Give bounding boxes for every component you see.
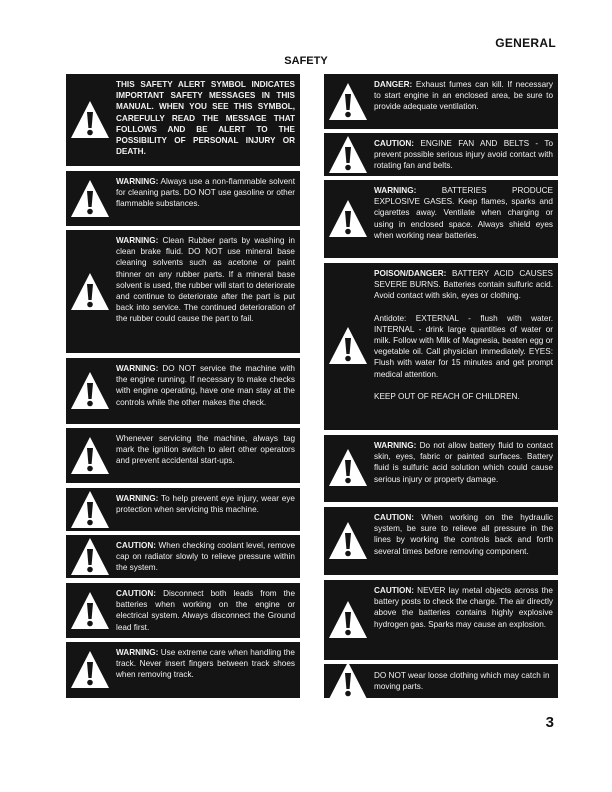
warning-track bbox=[66, 642, 300, 698]
safety-alert-icon bbox=[328, 521, 368, 561]
warning-text: Do not allow battery fluid to contact skin, eyes, fabric or painted surfaces. Battery fluid is sulfuric acid solution which could cause serious injury or property damage. bbox=[374, 441, 553, 484]
warning-label: WARNING: bbox=[116, 648, 159, 657]
warning-label: WARNING: bbox=[374, 186, 417, 195]
safety-alert-icon bbox=[328, 326, 368, 366]
warning-eye-protection bbox=[66, 488, 300, 531]
safety-alert-icon bbox=[328, 135, 368, 175]
caution-label: CAUTION: bbox=[374, 586, 415, 595]
section-header: GENERAL bbox=[495, 36, 556, 50]
caution-disconnect-leads bbox=[66, 583, 300, 638]
notice-loose-clothing bbox=[324, 664, 558, 698]
warning-engine-running bbox=[66, 358, 300, 424]
warning-batteries-gases bbox=[324, 180, 558, 258]
warning-text: Clean Rubber parts by washing in clean brake fluid. DO NOT use mineral base cleaning solvents such as acetone or paint thinner on any rubber parts. If a mineral base solvent is used, the rubber will start to deteriorate and continue to deteriorate after the part is put back into service. The continued deterioration of the rubber could cause the part to fail. bbox=[116, 236, 295, 324]
warning-label: WARNING: bbox=[116, 364, 159, 373]
danger-label: DANGER: bbox=[374, 80, 413, 89]
notice-text: Whenever servicing the machine, always tag mark the ignition switch to alert other operators and prevent accidental start-ups. bbox=[116, 434, 295, 466]
caution-text: When checking coolant level, remove cap on radiator slowly to relieve pressure within the system. bbox=[116, 541, 295, 573]
safety-alert-icon bbox=[70, 537, 110, 577]
warning-label: WARNING: bbox=[116, 494, 159, 503]
page-title: SAFETY bbox=[284, 55, 328, 67]
caution-fan-belts bbox=[324, 133, 558, 176]
safety-notice-text: THIS SAFETY ALERT SYMBOL INDICATES IMPORTANT SAFETY MESSAGES IN THIS MANUAL. WHEN YOU SEE THIS SYMBOL, CAREFULLY READ THE MESSAGE THAT FOLLOWS AND BE ALERT TO THE POSSIBILITY OF PERSONAL INJURY OR DEATH. bbox=[116, 80, 295, 157]
warning-label: WARNING: bbox=[116, 177, 159, 186]
safety-notice bbox=[66, 74, 300, 166]
caution-coolant bbox=[66, 535, 300, 578]
poison-danger-label: POISON/DANGER: bbox=[374, 269, 447, 278]
notice-tag-ignition bbox=[66, 428, 300, 483]
safety-alert-icon bbox=[328, 199, 368, 239]
warning-rubber-parts bbox=[66, 230, 300, 353]
poison-danger-battery-acid bbox=[324, 263, 558, 430]
safety-alert-icon bbox=[70, 436, 110, 476]
keep-out-of-reach: KEEP OUT OF REACH OF CHILDREN. bbox=[374, 391, 520, 401]
warning-text: To help prevent eye injury, wear eye protection when servicing this machine. bbox=[116, 494, 295, 515]
safety-alert-icon bbox=[328, 448, 368, 488]
caution-label: CAUTION: bbox=[374, 139, 415, 148]
safety-alert-icon bbox=[328, 600, 368, 640]
caution-text: When working on the hydraulic system, be sure to relieve all pressure in the lines by working the controls back and forth several times before removing component. bbox=[374, 513, 553, 556]
warning-label: WARNING: bbox=[374, 441, 417, 450]
warning-text: DO NOT service the machine with the engine running. If necessary to make checks with engine operating, have one man stay at the controls while the other makes the check. bbox=[116, 364, 295, 407]
caution-label: CAUTION: bbox=[116, 589, 157, 598]
safety-alert-icon bbox=[70, 490, 110, 530]
safety-alert-icon bbox=[70, 371, 110, 411]
notice-text: DO NOT wear loose clothing which may catch in moving parts. bbox=[374, 671, 550, 692]
caution-text: Disconnect both leads from the batteries when working on the engine or electrical system. Always disconnect the Ground lead first. bbox=[116, 589, 295, 632]
safety-alert-icon bbox=[70, 272, 110, 312]
caution-hydraulic bbox=[324, 507, 558, 575]
page-number: 3 bbox=[545, 714, 554, 731]
warning-battery-fluid bbox=[324, 435, 558, 502]
antidote-text: Antidote: EXTERNAL - flush with water. INTERNAL - drink large quantities of water or milk. Follow with Milk of Magnesia, beaten egg or vegetable oil. Call physician immediately. EYES: Flush with water for 15 minutes and get prompt medical attention. bbox=[374, 313, 553, 379]
poison-danger-text: BATTERY ACID CAUSES SEVERE BURNS. Batteries contain sulfuric acid. Avoid contact with skin, eyes or clothing. bbox=[374, 269, 553, 301]
warning-text: Use extreme care when handling the track. Never insert fingers between track shoes when removing track. bbox=[116, 648, 295, 680]
safety-alert-icon bbox=[70, 100, 110, 140]
caution-text: ENGINE FAN AND BELTS - To prevent possible serious injury avoid contact with rotating fan and belts. bbox=[374, 139, 554, 171]
caution-text: NEVER lay metal objects across the battery posts to check the charge. The air directly above the batteries contains highly explosive hydrogen gas. Sparks may cause an explosion. bbox=[374, 586, 553, 629]
safety-alert-icon bbox=[70, 650, 110, 690]
caution-battery-posts bbox=[324, 580, 558, 660]
caution-label: CAUTION: bbox=[374, 513, 415, 522]
caution-label: CAUTION: bbox=[116, 541, 157, 550]
warning-solvent bbox=[66, 171, 300, 226]
danger-exhaust bbox=[324, 74, 558, 129]
warning-text: Always use a non-flammable solvent for cleaning parts. DO NOT use gasoline or other flammable substances. bbox=[116, 177, 296, 209]
warning-label: WARNING: bbox=[116, 236, 159, 245]
safety-alert-icon bbox=[328, 82, 368, 122]
safety-alert-icon bbox=[328, 661, 368, 701]
safety-alert-icon bbox=[70, 179, 110, 219]
safety-alert-icon bbox=[70, 591, 110, 631]
warning-text: BATTERIES PRODUCE EXPLOSIVE GASES. Keep flames, sparks and cigarettes away. Ventilate when charging or using in enclosed space. Always shield eyes when working near batteries. bbox=[374, 186, 553, 240]
danger-text: Exhaust fumes can kill. If necessary to start engine in an enclosed area, be sure to provide adequate ventilation. bbox=[374, 80, 553, 112]
